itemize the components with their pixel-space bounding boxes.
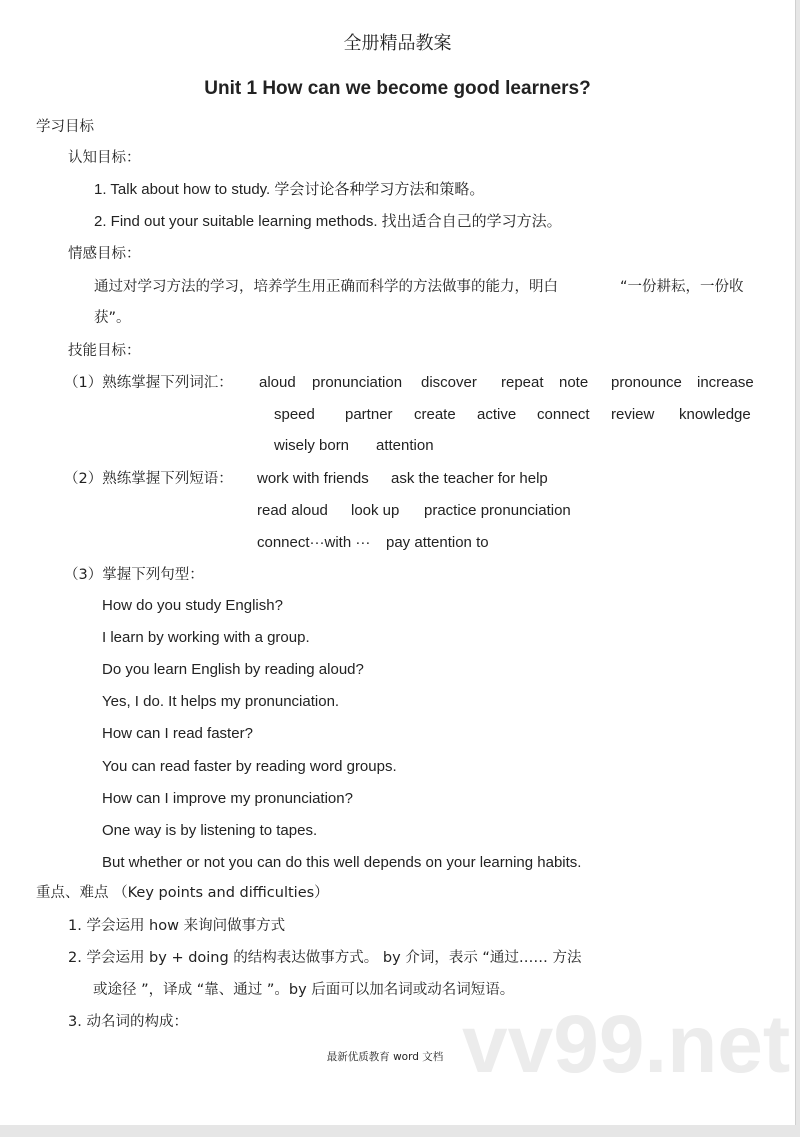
phrase: pay attention to: [386, 534, 489, 551]
sentence: Yes, I do. It helps my pronunciation.: [102, 693, 340, 710]
vocab-word: pronounce: [611, 374, 682, 391]
paragraph-text: 获”。: [94, 310, 131, 326]
vocab-word: wisely born: [274, 437, 350, 454]
list-item: 3. 动名词的构成：: [68, 1014, 188, 1030]
vocab-word: speed: [274, 406, 315, 423]
vocab-word: connect: [537, 406, 590, 423]
section-heading: 重点、难点 （Key points and difficulties）: [36, 885, 329, 901]
sentence: How can I read faster?: [102, 725, 253, 742]
sentence: I learn by working with a group.: [102, 629, 310, 646]
page-footer: 最新优质教育 word 文档: [326, 1051, 444, 1063]
section-heading: 学习目标: [36, 119, 94, 135]
phrase-label: （2）熟练掌握下列短语：: [64, 471, 233, 487]
sentence-label: （3）掌握下列句型：: [64, 567, 204, 583]
list-item: 2. Find out your suitable learning methods. 找出适合自己的学习方法。: [94, 213, 562, 230]
vocab-word: knowledge: [679, 406, 751, 423]
phrase: connect···with ···: [257, 534, 371, 551]
phrase: look up: [351, 502, 400, 519]
paragraph-text: “一份耕耘，一份收: [620, 279, 744, 295]
phrase: ask the teacher for help: [391, 470, 548, 487]
vocab-word: discover: [421, 374, 477, 391]
list-item-continuation: 或途径 ”，译成 “靠、通过 ”。by 后面可以加名词或动名词短语。: [93, 982, 515, 998]
phrase: work with friends: [257, 470, 369, 487]
sentence: One way is by listening to tapes.: [102, 822, 318, 839]
phrase: read aloud: [257, 502, 328, 519]
vocab-word: create: [414, 406, 456, 423]
list-item: 1. 学会运用 how 来询问做事方式: [68, 918, 286, 934]
subheading: 认知目标：: [68, 150, 141, 166]
vocab-word: attention: [376, 437, 434, 454]
vocab-word: review: [611, 406, 655, 423]
sentence: How do you study English?: [102, 597, 283, 614]
sentence: You can read faster by reading word groups.: [102, 758, 397, 775]
vocab-label: （1）熟练掌握下列词汇：: [64, 375, 233, 391]
sentence: How can I improve my pronunciation?: [102, 790, 353, 807]
page-header: 全册精品教案: [343, 33, 452, 54]
subheading: 情感目标：: [68, 246, 141, 262]
paragraph-text: 通过对学习方法的学习，培养学生用正确而科学的方法做事的能力，明白: [94, 279, 558, 295]
vocab-word: active: [477, 406, 517, 423]
vocab-word: partner: [345, 406, 393, 423]
sentence: But whether or not you can do this well depends on your learning habits.: [102, 854, 582, 871]
watermark: vv99.net: [462, 999, 791, 1090]
vocab-word: increase: [697, 374, 754, 391]
page-title: Unit 1 How can we become good learners?: [204, 78, 591, 99]
vocab-word: repeat: [501, 374, 544, 391]
list-item: 1. Talk about how to study. 学会讨论各种学习方法和策略。: [94, 181, 485, 198]
sentence: Do you learn English by reading aloud?: [102, 661, 364, 678]
vocab-word: note: [559, 374, 589, 391]
subheading: 技能目标：: [68, 343, 141, 359]
vocab-word: aloud: [259, 374, 296, 391]
list-item: 2. 学会运用 by + doing 的结构表达做事方式。 by 介词，表示 “通过…… 方法: [68, 950, 582, 966]
phrase: practice pronunciation: [424, 502, 571, 519]
vocab-word: pronunciation: [312, 374, 403, 391]
